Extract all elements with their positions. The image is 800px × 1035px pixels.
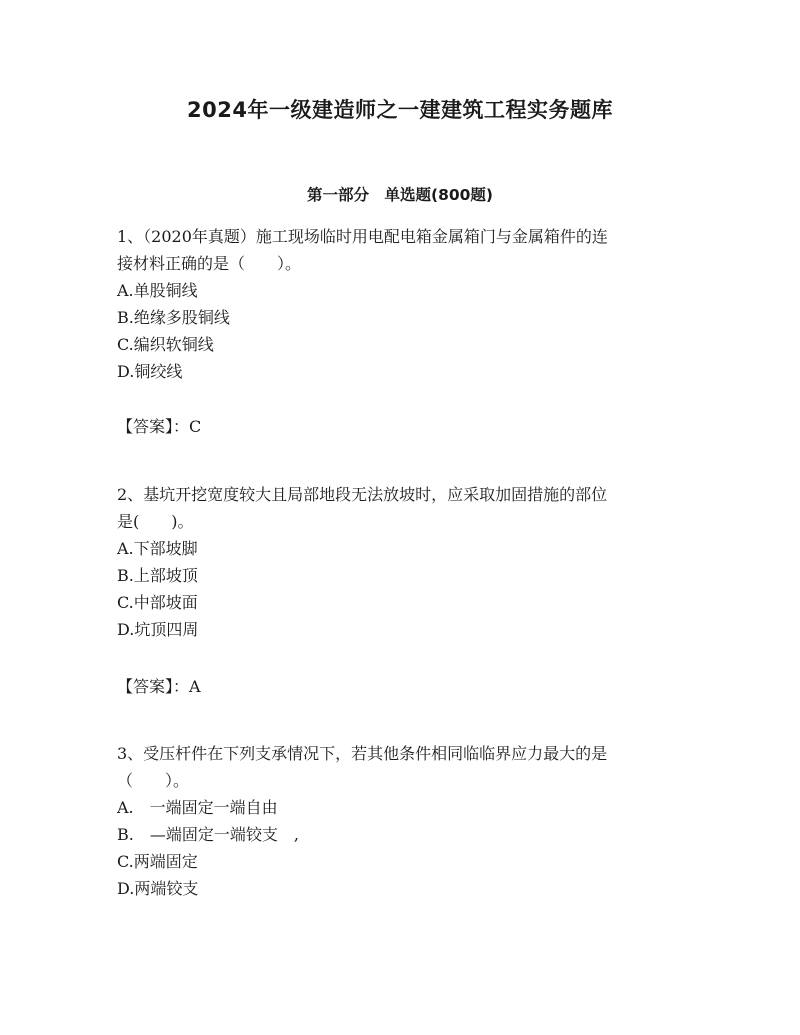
- option-b: B.上部坡顶: [117, 566, 198, 585]
- option-c: C.中部坡面: [117, 593, 198, 612]
- option-d: D.铜绞线: [117, 362, 183, 381]
- question-stem: 接材料正确的是（ ）。: [117, 254, 302, 273]
- option-a: A.单股铜线: [117, 281, 198, 300]
- option-d: D.坑顶四周: [117, 620, 199, 639]
- option-c: C.两端固定: [117, 852, 198, 871]
- question-stem: 3、受压杆件在下列支承情况下，若其他条件相同临临界应力最大的是: [117, 744, 608, 763]
- option-b: B.绝缘多股铜线: [117, 308, 230, 327]
- option-c: C.编织软铜线: [117, 335, 214, 354]
- question-3: [117, 740, 692, 902]
- answer-2: 【答案】：A: [117, 677, 201, 696]
- question-stem: 1、（2020年真题）施工现场临时用电配电箱金属箱门与金属箱件的连: [117, 227, 608, 246]
- document-title: 2024年一级建造师之一建建筑工程实务题库: [187, 98, 613, 122]
- section-heading: 第一部分 单选题(800题): [306, 186, 494, 204]
- answer-1: 【答案】：C: [117, 417, 202, 436]
- question-2: [117, 481, 692, 643]
- option-a: A. 一端固定一端自由: [117, 798, 278, 817]
- question-stem: （ ）。: [117, 771, 190, 790]
- question-stem: 2、基坑开挖宽度较大且局部地段无法放坡时，应采取加固措施的部位: [117, 485, 608, 504]
- question-stem: 是( )。: [117, 512, 194, 531]
- question-1: [117, 223, 692, 385]
- option-a: A.下部坡脚: [117, 539, 198, 558]
- option-b: B. —端固定一端铰支 ,: [117, 825, 299, 844]
- option-d: D.两端铰支: [117, 879, 199, 898]
